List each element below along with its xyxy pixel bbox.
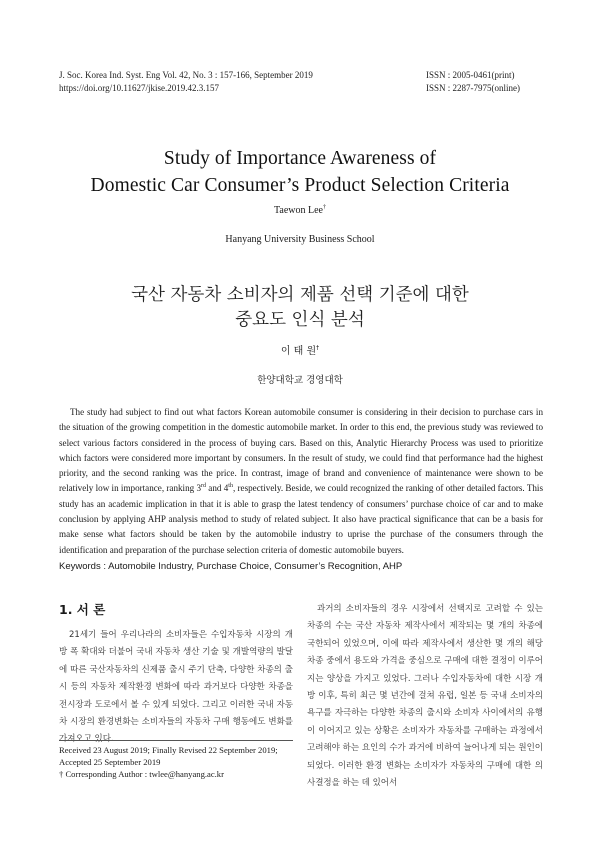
corresponding-mark: † bbox=[323, 204, 326, 211]
footnote bbox=[59, 744, 299, 781]
keywords-label: Keywords bbox=[59, 561, 101, 572]
issn-online: ISSN : 2287-7975(online) bbox=[426, 83, 520, 93]
corresponding-author bbox=[59, 768, 299, 780]
author-korean bbox=[0, 342, 600, 357]
issn-print: ISSN : 2005-0461(print) bbox=[426, 70, 515, 80]
section-heading-introduction: 1. 서 론 bbox=[59, 602, 106, 617]
right-column-text: 과거의 소비자들의 경우 시장에서 선택지로 고려할 수 있는 차종의 수는 국산 자동차 제작사에서 제작되는 몇 개의 차종에 국한되어 있었으며, 이에 따라 제작사에서 생산한 몇 개의 해당 차종 중에서 용도와 가격을 중심으로 구매에 대한 결정이 이루어지는 양상을 가지고 있었다. 그러나 수입자동차에 대한 시장 개방 이후, 특히 최근 몇 년간에 걸쳐 유럽, 일본 등 국내 소비자의 욕구를 자극하는 다양한 차종의 출시와 소비자 사이에서의 유행이 이어지고 있는 상황은 소비자가 자동차를 구매하는 과정에서 고려해야 하는 요인의 수가 과거에 비하여 늘어나게 되는 원인이 되었다. 이러한 환경 변화는 소비자가 자동차의 구매에 대한 의사결정을 하는 데 있어서 bbox=[307, 604, 543, 789]
author-english bbox=[0, 205, 600, 216]
received-dates-line-2: Accepted 25 September 2019 bbox=[59, 757, 161, 768]
received-dates-line-1: Received 23 August 2019; Finally Revised 22 September 2019; bbox=[59, 745, 278, 755]
footnote-divider bbox=[59, 740, 293, 741]
korean-title-line-1: 국산 자동차 소비자의 제품 선택 기준에 대한 bbox=[131, 285, 469, 305]
title-line-1: Study of Importance Awareness of bbox=[163, 148, 437, 169]
journal-citation: J. Soc. Korea Ind. Syst. Eng Vol. 42, No. 3 : 157-166, September 2019 bbox=[59, 70, 313, 80]
abstract-part-1: The study had subject to find out what factors Korean automobile consumer is considering in their decision to purchase cars in the situation of the growing competition in the domestic automobile market. In order to this end, the previous study was reviewed to select various factors considered in the process of buying cars. Based on this, Analytic Hierarchy Process was used to prioritize which factors were considered more important by consumers. In the result of study, we could find that performance had the highest priority, and the second ranking was the price. In contrast, image of brand and convenience of maintenance were shown to be relatively low in importance, ranking 3 bbox=[59, 407, 543, 494]
keywords bbox=[59, 561, 402, 572]
korean-author-name: 이 태 원 bbox=[280, 346, 317, 357]
affiliation-korean: 한양대학교 경영대학 bbox=[257, 375, 343, 386]
journal-header bbox=[59, 69, 313, 95]
abstract-part-3: , respectively. Beside, we could recognized the ranking of other detailed factors. This study has an academic implication in that it is able to grasp the latest tendency of consumers’ purchase choice of car and to make conclusion by applying AHP analysis method to study of related subject. It also have practical significance that can be a basis for make sense what factors should be taken by the automobile industry to uprise the purchase of the consumers through the identification and preparation of the purchase selection criteria of domestic automobile buyers. bbox=[59, 483, 543, 555]
korean-title-line-2: 중요도 인식 분석 bbox=[235, 310, 365, 330]
keywords-separator: : bbox=[100, 561, 109, 572]
keywords-text: Automobile Industry, Purchase Choice, Consumer’s Recognition, AHP bbox=[108, 561, 403, 572]
ordinal-th: th bbox=[228, 483, 233, 490]
paper-title-english bbox=[0, 145, 600, 199]
abstract-part-2: and 4 bbox=[206, 483, 229, 494]
abstract bbox=[59, 405, 543, 558]
paper-title-korean bbox=[0, 283, 600, 333]
corresponding-author-text: Corresponding Author : twlee@hanyang.ac.kr bbox=[63, 769, 224, 780]
author-name: Taewon Lee bbox=[274, 205, 323, 216]
ordinal-rd: rd bbox=[201, 483, 207, 490]
dagger-mark: † bbox=[59, 769, 64, 780]
issn-block bbox=[426, 69, 520, 95]
doi-link[interactable]: https://doi.org/10.11627/jkise.2019.42.3.157 bbox=[59, 83, 220, 93]
left-column-text: 21세기 들어 우리나라의 소비자들은 수입자동차 시장의 개방 폭 확대와 더불어 국내 자동차 생산 기술 및 개발역량의 발달에 따른 국산자동차의 신제품 출시 주기 단축, 다양한 차종의 출시 등의 자동차 제작환경 변화에 따라 과거보다 다양한 차종을 전시장과 도로에서 볼 수 있게 되었다. 그리고 이러한 국내 자동차 시장의 환경변화는 소비자들의 자동차 구매 행동에도 변화를 가져오고 있다. bbox=[59, 630, 293, 745]
affiliation-english: Hanyang University Business School bbox=[225, 234, 375, 245]
korean-corresponding-mark: † bbox=[316, 344, 320, 352]
title-line-2: Domestic Car Consumer’s Product Selection Criteria bbox=[90, 175, 510, 196]
